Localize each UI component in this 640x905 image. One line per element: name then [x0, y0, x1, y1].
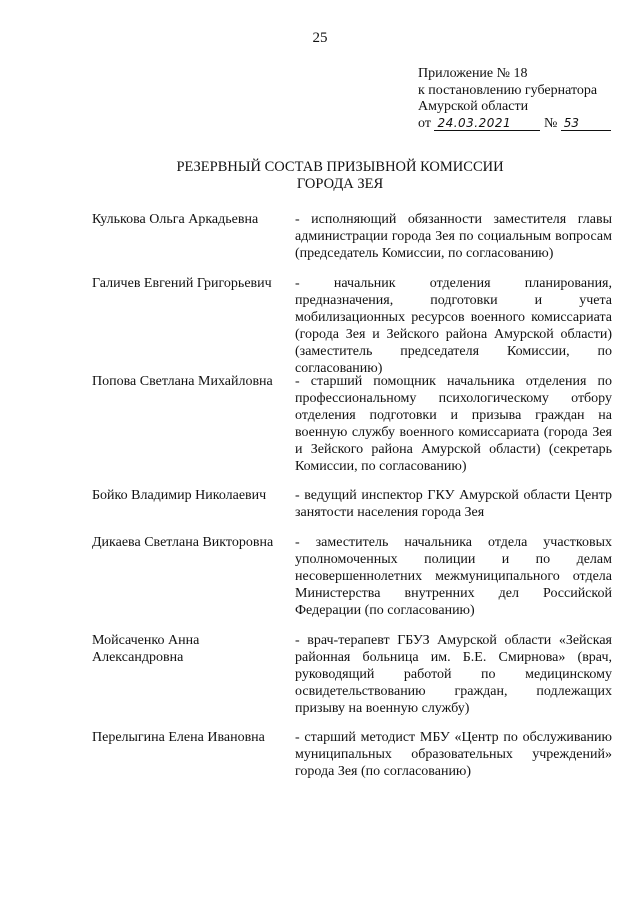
member-name: Попова Светлана Михайловна: [92, 374, 273, 389]
page-number: 25: [312, 30, 328, 46]
appendix-reference: к постановлению губернатора: [418, 82, 598, 98]
appendix-date-line: [418, 116, 611, 133]
member-name: Кулькова Ольга Аркадьевна: [92, 212, 259, 227]
member-name: Перелыгина Елена Ивановна: [92, 730, 265, 745]
member-name: Галичев Евгений Григорьевич: [92, 276, 272, 291]
handwritten-number: 53: [561, 117, 611, 131]
title-line-1: РЕЗЕРВНЫЙ СОСТАВ ПРИЗЫВНОЙ КОМИССИИ: [176, 159, 504, 175]
from-label: от: [418, 115, 431, 131]
number-label: №: [543, 115, 558, 131]
title-line-2: ГОРОДА ЗЕЯ: [296, 176, 384, 192]
appendix-region: Амурской области: [418, 99, 529, 114]
member-role: - врач-терапевт ГБУЗ Амурской области «Зейская районная больница им. Б.Е. Смирнова» (врач, руководящий работой по медицинскому освидетельствованию граждан, подлежащих призыву на военную службу): [295, 633, 612, 716]
member-name: Дикаева Светлана Викторовна: [92, 535, 274, 550]
member-name: Бойко Владимир Николаевич: [92, 488, 267, 503]
appendix-title: Приложение № 18: [418, 66, 528, 81]
member-role: - старший помощник начальника отделения по профессиональному психологическому отбору отделения подготовки и призыва граждан на военную службу военного комиссариата (города Зея и Зейского района Амурской области) (секретарь Комиссии, по согласованию): [295, 374, 612, 474]
member-role: - старший методист МБУ «Центр по обслуживанию муниципальных образовательных учреждений» города Зея (по согласованию): [295, 730, 612, 779]
member-role: - начальник отделения планирования, предназначения, подготовки и учета мобилизационных ресурсов военного комиссариата (города Зея и Зейского района Амурской области) (заместитель председателя Комиссии, по согласованию): [295, 276, 612, 376]
appendix-block: [418, 66, 611, 132]
member-role: - исполняющий обязанности заместителя главы администрации города Зея по социальным вопросам (председатель Комиссии, по согласованию): [295, 212, 612, 261]
member-role: - заместитель начальника отдела участковых уполномоченных полиции и по делам несовершеннолетних межмуниципального отдела Министерства внутренних дел Российской Федерации (по согласованию): [295, 535, 612, 618]
member-name: Мойсаченко Анна Александровна: [92, 633, 200, 665]
document-title: [0, 159, 640, 193]
member-role: - ведущий инспектор ГКУ Амурской области Центр занятости населения города Зея: [295, 488, 612, 520]
handwritten-date: 24.03.2021: [434, 117, 540, 131]
